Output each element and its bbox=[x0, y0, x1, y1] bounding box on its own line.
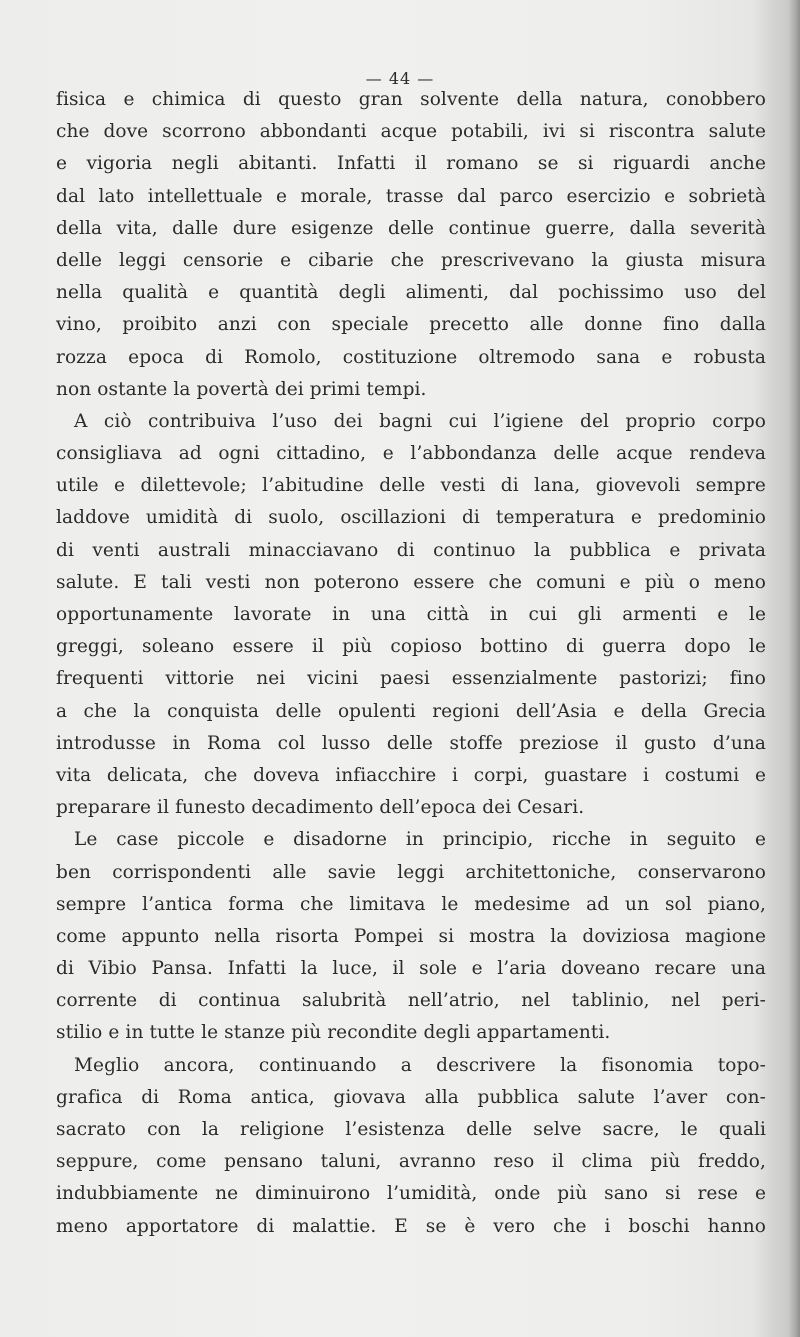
text-line: frequenti vittorie nei vicini paesi essenzialmente pastorizi; fino bbox=[56, 668, 766, 690]
text-line: corrente di continua salubrità nell’atrio, nel tablinio, nel peri- bbox=[56, 990, 766, 1012]
page-number: — 44 — bbox=[365, 69, 435, 88]
text-line: opportunamente lavorate in una città in cui gli armenti e le bbox=[56, 604, 766, 625]
text-line: Meglio ancora, continuando a descrivere la fisonomia topo- bbox=[74, 1054, 766, 1076]
text-line: meno apportatore di malattie. E se è vero che i boschi hanno bbox=[56, 1215, 766, 1237]
text-line: come appunto nella risorta Pompei si mostra la doviziosa magione bbox=[56, 925, 766, 947]
text-line: a che la conquista delle opulenti regioni dell’Asia e della Grecia bbox=[56, 700, 766, 722]
text-line: ben corrispondenti alle savie leggi architettoniche, conservarono bbox=[56, 861, 766, 883]
text-line: preparare il funesto decadimento dell’epoca dei Cesari. bbox=[56, 797, 585, 819]
text-line: greggi, soleano essere il più copioso bottino di guerra dopo le bbox=[56, 636, 766, 658]
text-line: che dove scorrono abbondanti acque potabili, ivi si riscontra salute bbox=[56, 121, 766, 143]
text-line: delle leggi censorie e cibarie che prescrivevano la giusta misura bbox=[56, 249, 766, 271]
text-line: di Vibio Pansa. Infatti la luce, il sole e l’aria doveano recare una bbox=[56, 958, 766, 980]
text-line: rozza epoca di Romolo, costituzione oltremodo sana e robusta bbox=[56, 346, 766, 368]
text-line: vita delicata, che doveva infiacchire i corpi, guastare i costumi e bbox=[56, 764, 766, 786]
text-line: non ostante la povertà dei primi tempi. bbox=[56, 378, 427, 400]
text-line: indubbiamente ne diminuirono l’umidità, onde più sano si rese e bbox=[56, 1183, 766, 1205]
text-line: grafica di Roma antica, giovava alla pubblica salute l’aver con- bbox=[56, 1086, 766, 1108]
text-line: e vigoria negli abitanti. Infatti il romano se si riguardi anche bbox=[56, 153, 766, 175]
text-line: fisica e chimica di questo gran solvente della natura, conobbero bbox=[56, 89, 766, 110]
text-line: Le case piccole e disadorne in principio, ricche in seguito e bbox=[74, 829, 766, 851]
text-line: vino, proibito anzi con speciale precetto alle donne fino dalla bbox=[56, 314, 766, 336]
text-line: seppure, come pensano taluni, avranno reso il clima più freddo, bbox=[56, 1151, 766, 1173]
text-line: introdusse in Roma col lusso delle stoffe preziose il gusto d’una bbox=[56, 732, 766, 754]
page-edge-shadow bbox=[788, 0, 800, 1337]
text-line: sacrato con la religione l’esistenza delle selve sacre, le quali bbox=[56, 1119, 766, 1140]
text-line: nella qualità e quantità degli alimenti, dal pochissimo uso del bbox=[56, 282, 766, 304]
text-line: della vita, dalle dure esigenze delle continue guerre, dalla severità bbox=[56, 217, 766, 239]
text-line: dal lato intellettuale e morale, trasse dal parco esercizio e sobrietà bbox=[56, 185, 766, 207]
text-line: laddove umidità di suolo, oscillazioni di temperatura e predominio bbox=[56, 507, 766, 529]
text-line: di venti australi minacciavano di continuo la pubblica e privata bbox=[56, 539, 766, 561]
text-line: stilio e in tutte le stanze più recondite degli appartamenti. bbox=[56, 1022, 611, 1044]
text-line: utile e dilettevole; l’abitudine delle vesti di lana, giovevoli sempre bbox=[56, 475, 766, 497]
body-text bbox=[56, 84, 766, 1243]
text-line: salute. E tali vesti non poterono essere che comuni e più o meno bbox=[56, 571, 766, 593]
text-line: A ciò contribuiva l’uso dei bagni cui l’igiene del proprio corpo bbox=[74, 410, 766, 432]
text-line: consigliava ad ogni cittadino, e l’abbondanza delle acque rendeva bbox=[56, 443, 766, 465]
text-line: sempre l’antica forma che limitava le medesime ad un sol piano, bbox=[56, 893, 766, 915]
